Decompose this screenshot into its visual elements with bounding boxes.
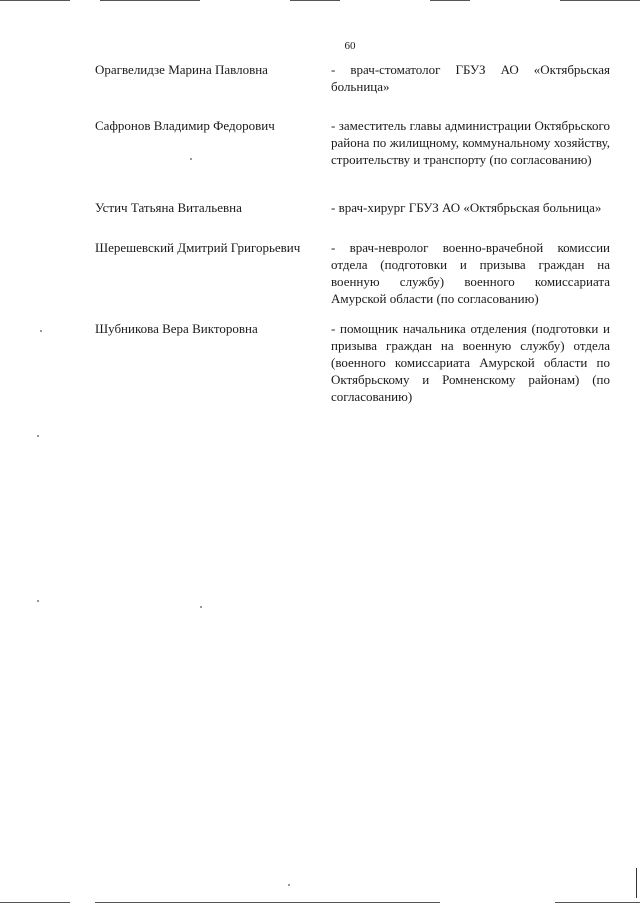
scan-speck bbox=[200, 606, 202, 608]
scan-top-rule bbox=[430, 0, 470, 1]
scan-speck bbox=[37, 600, 39, 602]
page-number: 60 bbox=[344, 40, 356, 52]
scan-bottom-rule bbox=[95, 902, 440, 903]
person-name: Шерешевский Дмитрий Григорьевич bbox=[95, 240, 301, 255]
person-name: Орагвелидзе Марина Павловна bbox=[95, 62, 268, 77]
person-role: - врач-хирург ГБУЗ АО «Октябрьская больница» bbox=[331, 200, 602, 215]
scan-margin-mark bbox=[636, 868, 637, 898]
person-role: - заместитель главы администрации Октябрьского района по жилищному, коммунальному хозяйству, строительству и транспорту (по согласованию) bbox=[331, 118, 610, 167]
scan-speck bbox=[288, 884, 290, 886]
scan-top-rule bbox=[100, 0, 200, 1]
person-name: Шубникова Вера Викторовна bbox=[95, 321, 258, 336]
person-name: Устич Татьяна Витальевна bbox=[95, 200, 242, 215]
scan-bottom-rule bbox=[555, 902, 640, 903]
scan-speck bbox=[37, 435, 39, 437]
scan-top-rule bbox=[560, 0, 640, 1]
scan-top-rule bbox=[0, 0, 70, 1]
person-role: - врач-невролог военно-врачебной комиссии отдела (подготовки и призыва граждан на военную службу) военного комиссариата Амурской области (по согласованию) bbox=[331, 240, 610, 306]
person-name: Сафронов Владимир Федорович bbox=[95, 118, 275, 133]
person-role: - врач-стоматолог ГБУЗ АО «Октябрьская больница» bbox=[331, 62, 610, 94]
scan-top-rule bbox=[290, 0, 340, 1]
scan-speck bbox=[190, 158, 192, 160]
scan-speck bbox=[40, 330, 42, 332]
person-role: - помощник начальника отделения (подготовки и призыва граждан на военную службу) отдела (военного комиссариата Амурской области по Октябрьскому и Ромненскому районам) (по согласованию) bbox=[331, 321, 610, 404]
scan-bottom-rule bbox=[0, 902, 70, 903]
